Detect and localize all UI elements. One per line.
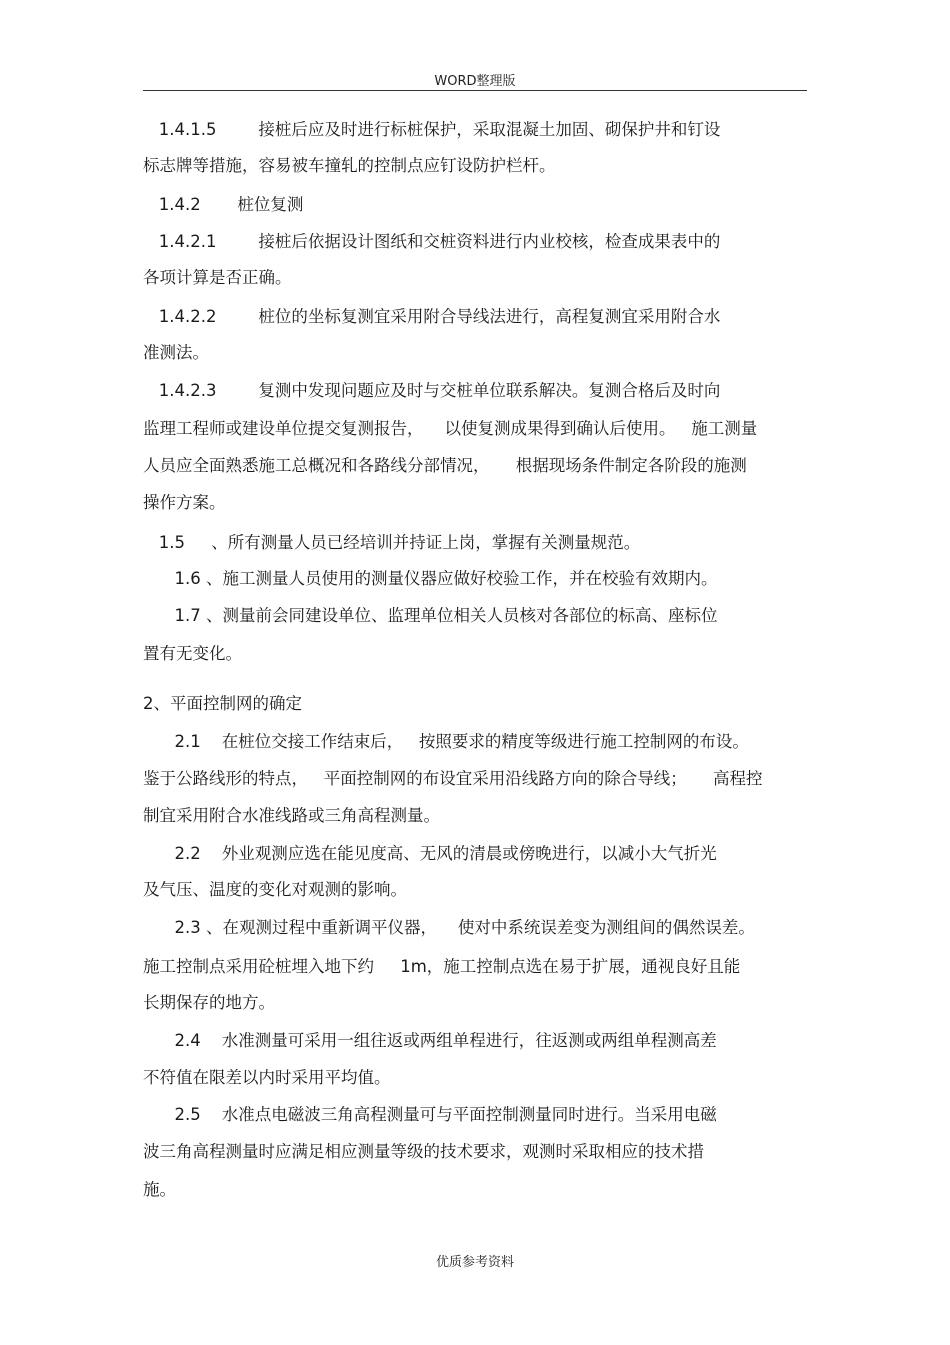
page-header: WORD整理版 bbox=[434, 74, 516, 89]
text-line: 长期保存的地方。 bbox=[143, 993, 275, 1012]
text-line: 标志牌等措施，容易被车撞轧的控制点应钉设防护栏杆。 bbox=[143, 156, 556, 175]
text-line: 及气压、温度的变化对观测的影响。 bbox=[143, 880, 407, 899]
header-divider bbox=[143, 90, 807, 91]
text-line: 1.7 、测量前会同建设单位、监理单位相关人员核对各部位的标高、座标位 bbox=[143, 606, 718, 625]
text-line: 准测法。 bbox=[143, 343, 209, 362]
text-line: 1.5 、所有测量人员已经培训并持证上岗，掌握有关测量规范。 bbox=[143, 533, 641, 552]
text-line: 监理工程师或建设单位提交复测报告， 以使复测成果得到确认后使用。 施工测量 bbox=[143, 419, 758, 438]
text-line: 波三角高程测量时应满足相应测量等级的技术要求，观测时采取相应的技术措 bbox=[143, 1142, 704, 1161]
text-line: 2.3 、在观测过程中重新调平仪器， 使对中系统误差变为测组间的偶然误差。 bbox=[143, 918, 755, 937]
text-line: 1.6 、施工测量人员使用的测量仪器应做好校验工作，并在校验有效期内。 bbox=[143, 569, 718, 588]
text-line: 置有无变化。 bbox=[143, 644, 242, 663]
text-line: 制宜采用附合水准线路或三角高程测量。 bbox=[143, 806, 440, 825]
page-footer: 优质参考资料 bbox=[435, 1255, 514, 1270]
text-line: 施。 bbox=[143, 1180, 176, 1199]
text-line: 鉴于公路线形的特点， 平面控制网的布设宜采用沿线路方向的除合导线； 高程控 bbox=[143, 769, 763, 788]
text-line: 1.4.2.1 接桩后依据设计图纸和交桩资料进行内业校核，检查成果表中的 bbox=[143, 232, 721, 251]
text-line: 操作方案。 bbox=[143, 493, 226, 512]
text-line: 1.4.2.3 复测中发现问题应及时与交桩单位联系解决。复测合格后及时向 bbox=[143, 381, 721, 400]
text-line: 2.2 外业观测应选在能见度高、无风的清晨或傍晚进行，以减小大气折光 bbox=[143, 844, 717, 863]
section-heading: 2、平面控制网的确定 bbox=[143, 694, 302, 713]
text-line: 各项计算是否正确。 bbox=[143, 268, 292, 287]
text-line: 1.4.1.5 接桩后应及时进行标桩保护，采取混凝土加固、砌保护井和钉设 bbox=[143, 120, 721, 139]
text-line: 1.4.2 桩位复测 bbox=[143, 195, 304, 214]
text-line: 2.5 水准点电磁波三角高程测量可与平面控制测量同时进行。当采用电磁 bbox=[143, 1105, 717, 1124]
text-line: 人员应全面熟悉施工总概况和各路线分部情况， 根据现场条件制定各阶段的施测 bbox=[143, 456, 747, 475]
text-line: 施工控制点采用砼桩埋入地下约 1m，施工控制点选在易于扩展，通视良好且能 bbox=[143, 957, 741, 976]
text-line: 2.1 在桩位交接工作结束后， 按照要求的精度等级进行施工控制网的布设。 bbox=[143, 732, 749, 751]
text-line: 1.4.2.2 桩位的坐标复测宜采用附合导线法进行，高程复测宜采用附合水 bbox=[143, 307, 721, 326]
text-line: 不符值在限差以内时采用平均值。 bbox=[143, 1068, 391, 1087]
text-line: 2.4 水准测量可采用一组往返或两组单程进行，往返测或两组单程测高差 bbox=[143, 1031, 717, 1050]
